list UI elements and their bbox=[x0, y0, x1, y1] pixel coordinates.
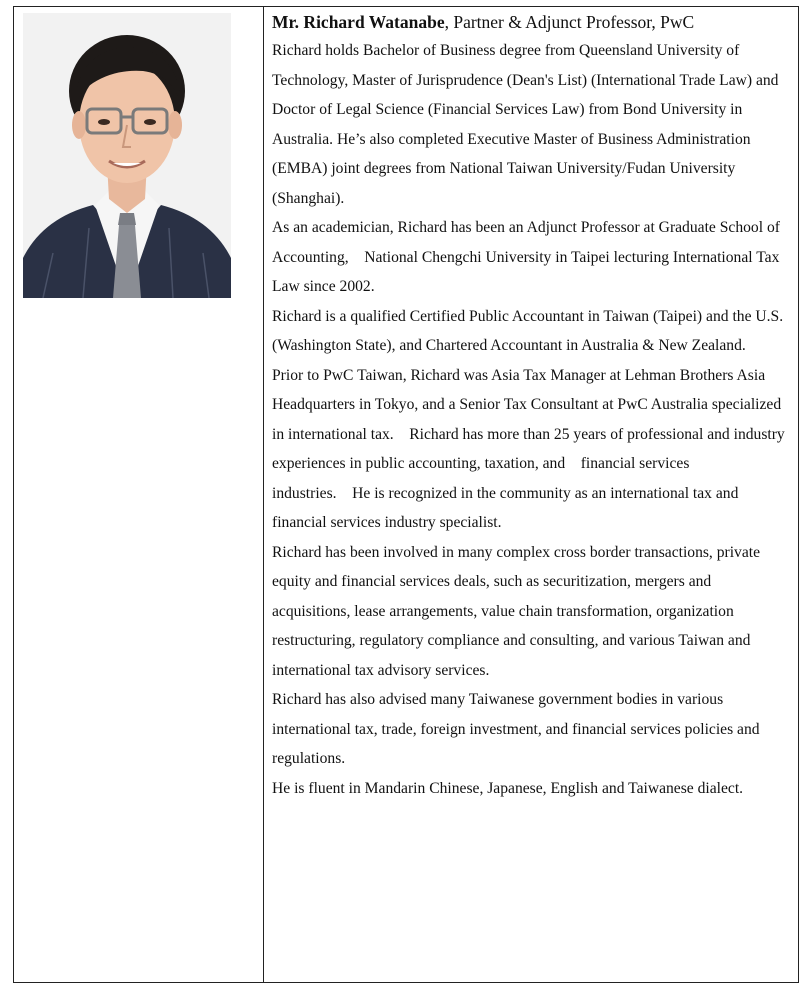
bio-paragraph-languages: He is fluent in Mandarin Chinese, Japanese, English and Taiwanese dialect. bbox=[272, 779, 744, 797]
profile-table bbox=[13, 6, 799, 983]
bio-paragraph-experience: Prior to PwC Taiwan, Richard was Asia Tax Manager at Lehman Brothers Asia Headquarters in Tokyo, and a Senior Tax Consultant at PwC Australia specialized in international tax. Richard has more than 25 years of professional and industry experiences in public accounting, taxation, and financial services industries. He is recognized in the community as an international tax and financial services industry specialist. bbox=[272, 366, 785, 531]
bio-paragraph-education: Richard holds Bachelor of Business degree from Queensland University of Technology, Master of Jurisprudence (Dean's List) (International Trade Law) and Doctor of Legal Science (Financial Services Law) from Bond University in Australia. He’s also completed Executive Master of Business Administration (EMBA) joint degrees from National Taiwan University/Fudan University (Shanghai). bbox=[272, 42, 779, 207]
photo-cell bbox=[14, 7, 264, 982]
bio-paragraph-advisory: Richard has also advised many Taiwanese government bodies in various international tax, trade, foreign investment, and financial services policies and regulations. bbox=[272, 691, 760, 767]
bio-paragraph-transactions: Richard has been involved in many complex cross border transactions, private equity and financial services deals, such as securitization, mergers and acquisitions, lease arrangements, value chain transformation, organization restructuring, regulatory compliance and consulting, and various Taiwan and international tax advisory services. bbox=[272, 543, 761, 679]
profile-photo bbox=[23, 13, 231, 298]
bio-text-cell bbox=[264, 7, 798, 982]
profile-title: , Partner & Adjunct Professor, PwC bbox=[444, 12, 695, 32]
profile-header bbox=[272, 9, 790, 36]
bio-paragraph-qualifications: Richard is a qualified Certified Public Accountant in Taiwan (Taipei) and the U.S. (Washington State), and Chartered Accountant in Australia & New Zealand. bbox=[272, 307, 784, 354]
profile-name: Mr. Richard Watanabe bbox=[272, 12, 445, 32]
bio-paragraph-academic: As an academician, Richard has been an Adjunct Professor at Graduate School of Accounting, National Chengchi University in Taipei lecturing International Tax Law since 2002. bbox=[272, 219, 780, 295]
